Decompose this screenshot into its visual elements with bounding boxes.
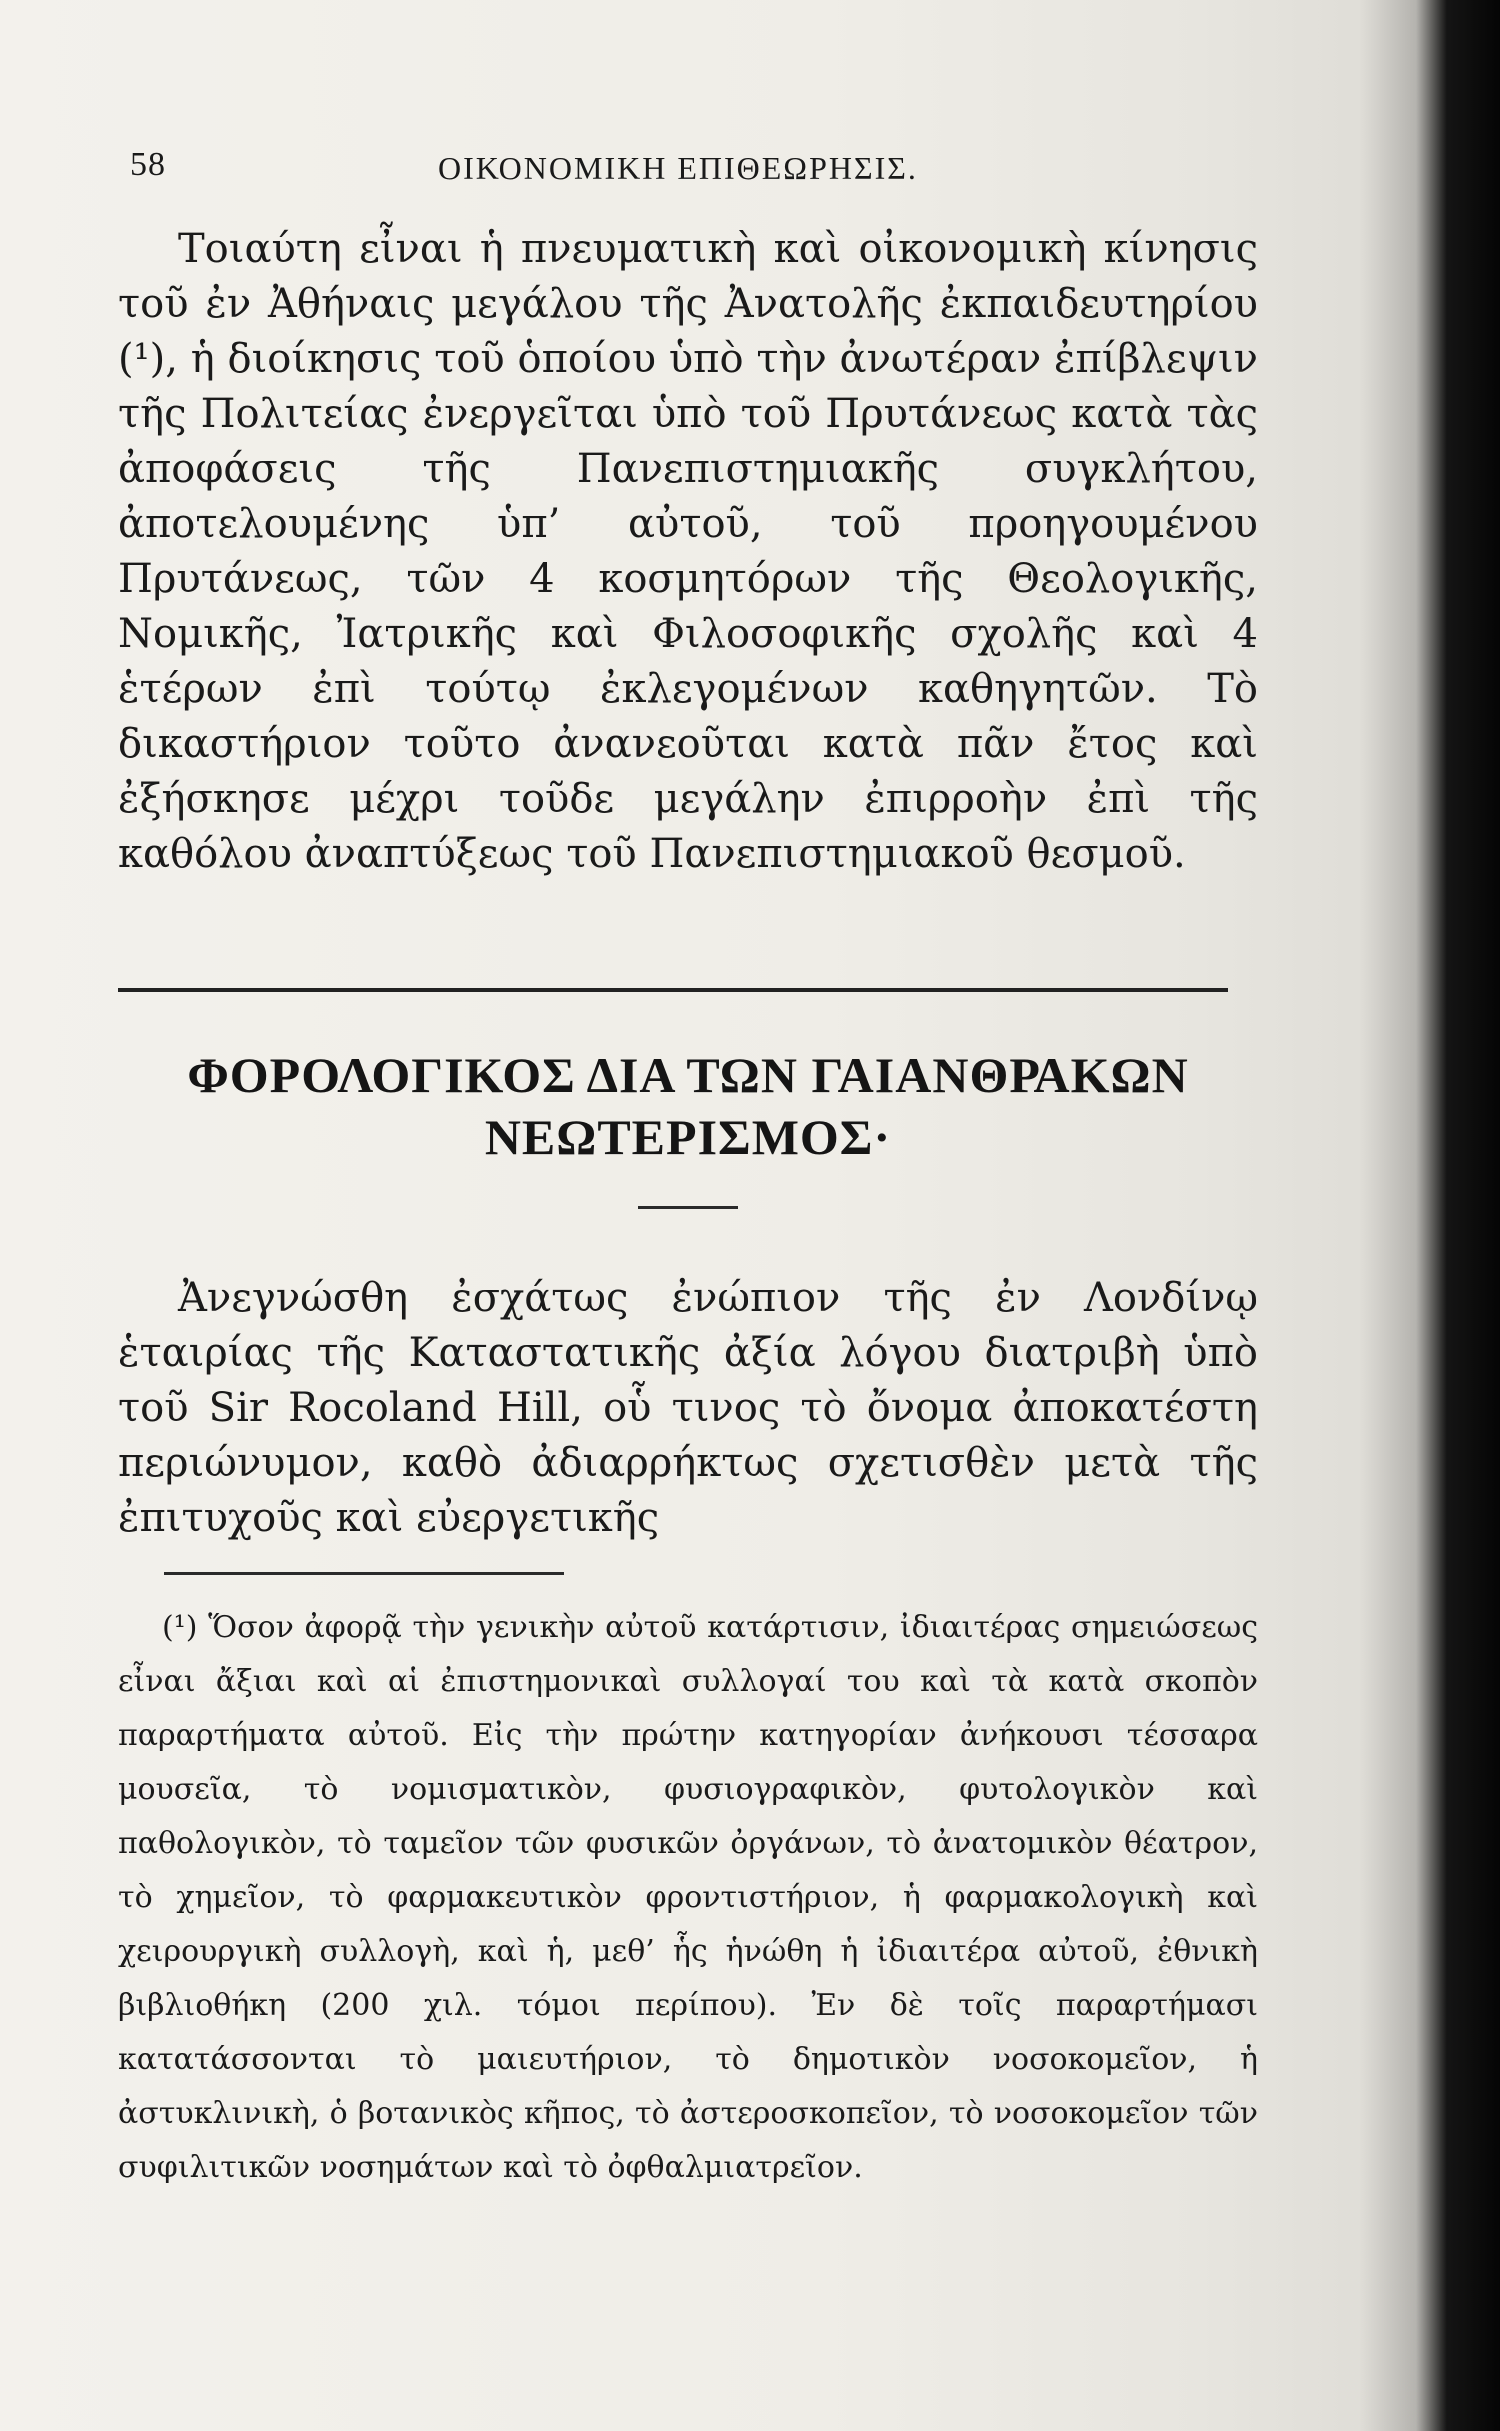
running-header <box>118 140 1258 200</box>
page-number: 58 <box>130 146 166 183</box>
first-paragraph: Τοιαύτη εἶναι ἡ πνευματικὴ καὶ οἰκονομικὴ κίνησις τοῦ ἐν Ἀθήναις μεγάλου τῆς Ἀνατολῆς ἐκπαιδευτηρίου (¹), ἡ διοίκησις τοῦ ὁποίου ὑπὸ τὴν ἀνωτέραν ἐπίβλεψιν τῆς Πολιτείας ἐνεργεῖται ὑπὸ τοῦ Πρυτάνεως κατὰ τὰς ἀποφάσεις τῆς Πανεπιστημιακῆς συγκλήτου, ἀποτελουμένης ὑπ’ αὐτοῦ, τοῦ προηγουμένου Πρυτάνεως, τῶν 4 κοσμητόρων τῆς Θεολογικῆς, Νομικῆς, Ἰατρικῆς καὶ Φιλοσοφικῆς σχολῆς καὶ 4 ἑτέρων ἐπὶ τούτῳ ἐκλεγομένων καθηγητῶν. Τὸ δικαστήριον τοῦτο ἀνανεοῦται κατὰ πᾶν ἔτος καὶ ἐξήσκησε μέχρι τοῦδε μεγάλην ἐπιρροὴν ἐπὶ τῆς καθόλου ἀναπτύξεως τοῦ Πανεπιστημιακοῦ θεσμοῦ. <box>118 226 1258 877</box>
running-title: ΟΙΚΟΝΟΜΙΚΗ ΕΠΙΘΕΩΡΗΣΙΣ. <box>438 150 918 186</box>
book-binding-shadow <box>1360 0 1500 2431</box>
article-title-line-2: ΝΕΩΤΕΡΙΣΜΟΣ· <box>484 1109 892 1165</box>
footnote-divider <box>164 1572 564 1575</box>
article-paragraph: Ἀνεγνώσθη ἐσχάτως ἐνώπιον τῆς ἐν Λονδίνῳ ἑταιρίας τῆς Καταστατικῆς ἀξία λόγου διατριβὴ ὑπὸ τοῦ Sir Rocoland Hill, οὗ τινος τὸ ὄνομα ἀποκατέστη περιώνυμον, καθὸ ἀδιαρρήκτως σχετισθὲν μετὰ τῆς ἐπιτυχοῦς καὶ εὐεργετικῆς <box>118 1275 1258 1541</box>
title-underline-rule <box>638 1206 738 1209</box>
article-title-line-1: ΦΟΡΟΛΟΓΙΚΟΣ ΔΙΑ ΤΩΝ ΓΑΙΑΝΘΡΑΚΩΝ <box>187 1047 1189 1103</box>
article-title <box>118 1044 1258 1168</box>
section-divider <box>118 988 1228 992</box>
page-content <box>118 140 1258 2195</box>
footnote: (¹) Ὅσον ἀφορᾷ τὴν γενικὴν αὐτοῦ κατάρτισιν, ἰδιαιτέρας σημειώσεως εἶναι ἄξιαι καὶ αἱ ἐπιστημονικαὶ συλλογαί του καὶ τὰ κατὰ σκοπὸν παραρτήματα αὐτοῦ. Εἰς τὴν πρώτην κατηγορίαν ἀνήκουσι τέσσαρα μουσεῖα, τὸ νομισματικὸν, φυσιογραφικὸν, φυτολογικὸν καὶ παθολογικὸν, τὸ ταμεῖον τῶν φυσικῶν ὀργάνων, τὸ ἀνατομικὸν θέατρον, τὸ χημεῖον, τὸ φαρμακευτικὸν φροντιστήριον, ἡ φαρμακολογικὴ καὶ χειρουργικὴ συλλογὴ, καὶ ἡ, μεθ’ ἧς ἡνώθη ἡ ἰδιαιτέρα αὐτοῦ, ἐθνικὴ βιβλιοθήκη (200 χιλ. τόμοι περίπου). Ἐν δὲ τοῖς παραρτήμασι κατατάσσονται τὸ μαιευτήριον, τὸ δημοτικὸν νοσοκομεῖον, ἡ ἀστυκλινικὴ, ὁ βοτανικὸς κῆπος, τὸ ἀστεροσκοπεῖον, τὸ νοσοκομεῖον τῶν συφιλιτικῶν νοσημάτων καὶ τὸ ὀφθαλμιατρεῖον. <box>118 1610 1258 2185</box>
